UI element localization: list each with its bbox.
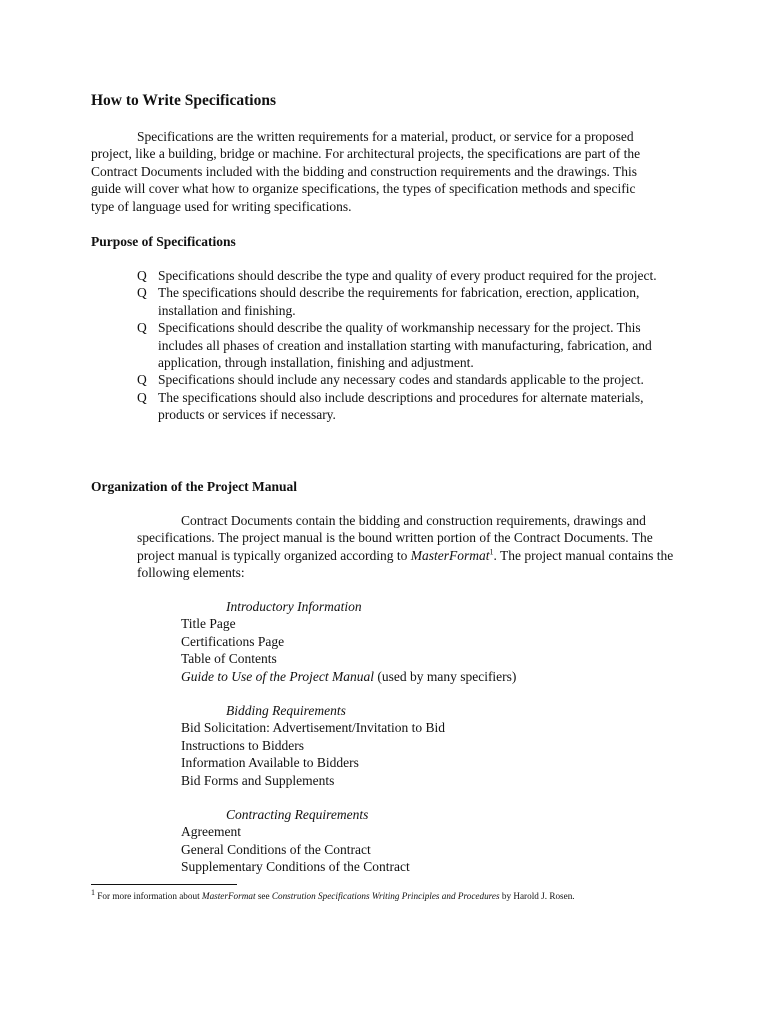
group-heading: Bidding Requirements (226, 703, 346, 718)
list-item: Q Specifications should describe the type and quality of every product required for the project. (137, 268, 657, 283)
masterformat-term: MasterFormat (410, 547, 490, 563)
list-item: Bid Solicitation: Advertisement/Invitation to Bid (181, 720, 445, 736)
list-item: Q The specifications should also include descriptions and procedures for alternate materials, products or services if necessary. (137, 389, 644, 423)
purpose-list (137, 267, 677, 424)
list-item: Instructions to Bidders (181, 737, 304, 753)
list-item: Supplementary Conditions of the Contract (181, 859, 410, 875)
footnote-ref: 1 (489, 547, 494, 557)
intro-paragraph: Specifications are the written requirements for a material, product, or service for a proposed project, like a building, bridge or machine. For architectural projects, the specifications are part of the Contract Documents included with the bidding and construction requirements and the drawings. This guide will cover what how to organize specifications, the types of specification methods and specific type of language used for writing specifications. (91, 129, 641, 214)
bullet-marker: Q (137, 320, 147, 336)
introductory-information-group (181, 598, 681, 685)
list-item: Agreement (181, 824, 241, 840)
list-item: Q Specifications should describe the quality of workmanship necessary for the project. This includes all phases of creation and installation starting with manufacturing, fabrication, and application, through installation, finishing and adjustment. (137, 320, 652, 371)
group-heading: Introductory Information (226, 599, 362, 614)
purpose-heading: Purpose of Specifications (91, 234, 236, 249)
list-item: Bid Forms and Supplements (181, 772, 335, 788)
organization-paragraph: Contract Documents contain the bidding and construction requirements, drawings and specifications. The project manual is the bound written portion of the Contract Documents. The project manual is typically organized according to MasterFormat$^1$. The project manual contains the following elements: (137, 513, 674, 581)
bidding-requirements-group (181, 702, 681, 789)
bullet-marker: Q (137, 285, 147, 301)
bullet-marker: Q (137, 268, 147, 283)
bullet-marker: Q (137, 389, 147, 405)
bullet-marker: Q (137, 372, 147, 388)
list-item: Certifications Page (181, 633, 285, 649)
footnote: $^1$ For more information about MasterFormat see Constrution Specifications Writing Principles and Procedures by Harold J. Rosen. (91, 887, 575, 901)
list-item: Title Page (181, 616, 236, 632)
contracting-requirements-group (181, 806, 681, 876)
footnote-separator (91, 884, 237, 885)
group-heading: Contracting Requirements (226, 807, 369, 822)
list-item: Information Available to Bidders (181, 755, 359, 771)
list-item: Table of Contents (181, 651, 277, 667)
organization-heading: Organization of the Project Manual (91, 479, 297, 494)
list-item: Q Specifications should include any necessary codes and standards applicable to the project. (137, 372, 644, 388)
list-item: Guide to Use of the Project Manual (used by many specifiers) (181, 668, 517, 684)
list-item: General Conditions of the Contract (181, 841, 371, 857)
document-title: How to Write Specifications (91, 92, 276, 109)
list-item: Q The specifications should describe the requirements for fabrication, erection, application, installation and finishing. (137, 285, 640, 318)
footnote-number: 1 (91, 887, 95, 897)
